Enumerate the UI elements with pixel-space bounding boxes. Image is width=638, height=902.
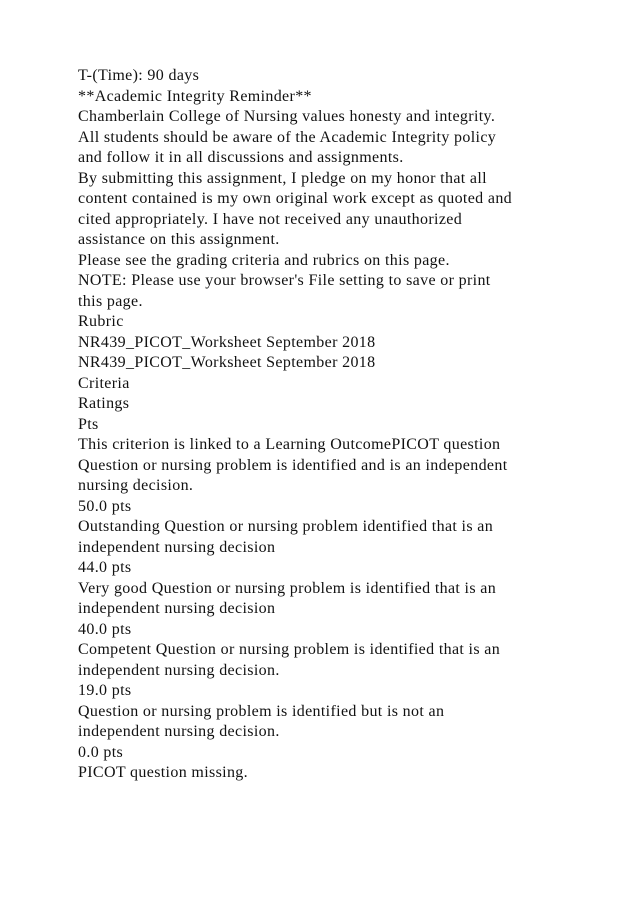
rating-points: 50.0 pts: [78, 497, 132, 515]
rating-description: independent nursing decision: [78, 600, 276, 617]
print-note-line: NOTE: Please use your browser's File setting to save or print: [78, 272, 491, 289]
integrity-text-line: and follow it in all discussions and assignments.: [78, 149, 404, 166]
pts-column-header: Pts: [78, 415, 99, 433]
rating-description: independent nursing decision.: [78, 661, 280, 679]
criterion-description: nursing decision.: [78, 477, 194, 494]
integrity-text-line: Chamberlain College of Nursing values honesty and integrity.: [78, 108, 496, 125]
pledge-text-line: content contained is my own original work except as quoted and: [78, 190, 513, 207]
criterion-description: Question or nursing problem is identified and is an independent: [78, 456, 508, 474]
rating-description: independent nursing decision.: [78, 723, 280, 740]
rubric-title: NR439_PICOT_Worksheet September 2018: [78, 354, 376, 371]
document-page: [78, 66, 618, 784]
rating-description: Question or nursing problem is identified but is not an: [78, 702, 445, 720]
rubric-title: NR439_PICOT_Worksheet September 2018: [78, 333, 376, 351]
pledge-text-line: By submitting this assignment, I pledge on my honor that all: [78, 169, 487, 187]
integrity-text-line: All students should be aware of the Academic Integrity policy: [78, 128, 497, 146]
rating-points: 0.0 pts: [78, 743, 124, 761]
grading-criteria-note: Please see the grading criteria and rubrics on this page.: [78, 251, 450, 269]
pledge-text-line: cited appropriately. I have not received any unauthorized: [78, 210, 463, 228]
pledge-text-line: assistance on this assignment.: [78, 231, 280, 248]
criteria-column-header: Criteria: [78, 374, 130, 392]
criterion-title: This criterion is linked to a Learning OutcomePICOT question: [78, 436, 501, 453]
rating-points: 40.0 pts: [78, 620, 132, 638]
print-note-line: this page.: [78, 292, 143, 310]
rating-points: 44.0 pts: [78, 559, 132, 576]
rating-description: Competent Question or nursing problem is identified that is an: [78, 641, 501, 658]
rating-description: PICOT question missing.: [78, 764, 248, 781]
rating-description: independent nursing decision: [78, 538, 276, 556]
rating-description: Outstanding Question or nursing problem identified that is an: [78, 518, 494, 535]
ratings-column-header: Ratings: [78, 395, 130, 412]
rating-points: 19.0 pts: [78, 682, 132, 699]
rating-description: Very good Question or nursing problem is identified that is an: [78, 579, 497, 597]
rubric-heading: Rubric: [78, 313, 124, 330]
academic-integrity-heading: **Academic Integrity Reminder**: [78, 87, 312, 105]
time-line: T-(Time): 90 days: [78, 67, 200, 84]
